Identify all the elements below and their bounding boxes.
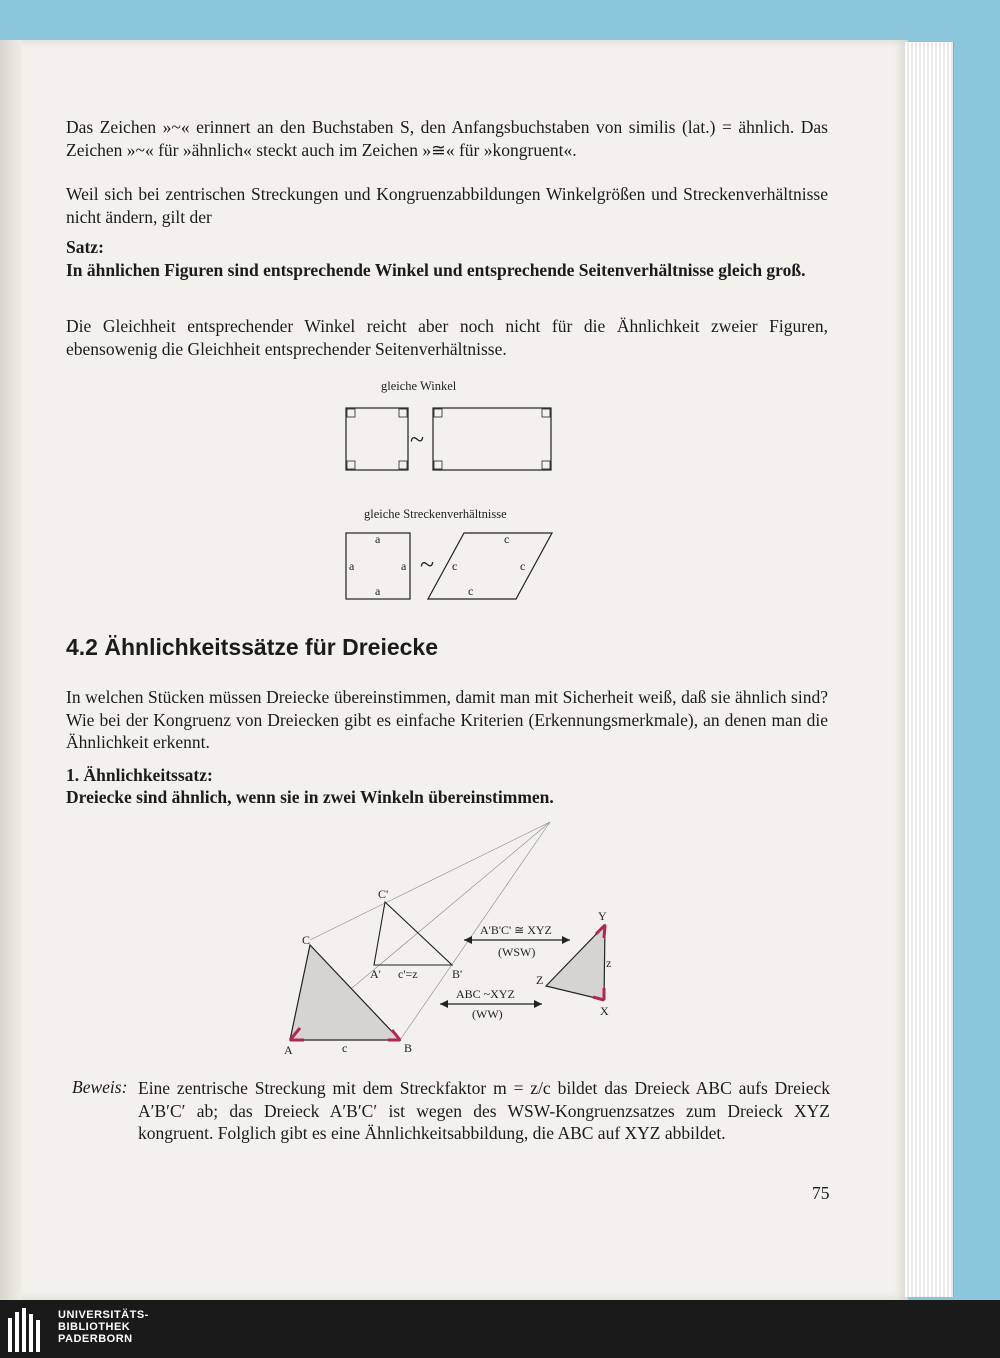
beweis-text: Eine zentrische Streckung mit dem Streckfaktor m = z/c bildet das Dreieck ABC aufs Dreieck A′B′C′ ab; das Dreieck A′B′C′ ist wegen des WSW-Kongruenzsatzes zum Dreieck XYZ kongruent. Folglich gibt es eine Ähnlichkeitsabbildung, die ABC auf XYZ abbildet.	[138, 1078, 830, 1143]
figure3-triangles	[280, 820, 640, 1060]
square-side-bottom: a	[375, 584, 381, 598]
figure1-rectangles	[340, 400, 560, 480]
library-name	[58, 1309, 149, 1345]
triangle-xyz	[546, 925, 605, 1000]
intro-paragraph: Das Zeichen »~« erinnert an den Buchstaben S, den Anfangsbuchstaben von similis (lat.) = ähnlich. Das Zeichen »~« für »ähnlich« steckt auch im Zeichen »≅« für »kongruent«.	[66, 117, 828, 160]
label-side-c-prime: c'=z	[398, 967, 418, 981]
section-heading: 4.2 Ähnlichkeitssätze für Dreiecke	[66, 634, 438, 660]
label-b: B	[404, 1041, 413, 1055]
arrow1-bottom: (WSW)	[498, 945, 536, 959]
previous-page-edge	[0, 40, 22, 1300]
right-angle-marks	[347, 409, 550, 469]
section-paragraph: In welchen Stücken müssen Dreiecke übereinstimmen, damit man mit Sicherheit weiß, daß sie ähnlich sind? Wie bei der Kongruenz von Dreiecken gibt es einfache Kriterien (Erkennungsmerkmale), an denen man die Ähnlichkeit erkennt.	[66, 687, 828, 752]
square-side-top: a	[375, 532, 381, 546]
figure2-shapes	[340, 525, 560, 605]
library-name-line3: PADERBORN	[58, 1333, 133, 1345]
label-c: C	[302, 933, 311, 947]
page-stack	[905, 42, 954, 1297]
satz1-text: Dreiecke sind ähnlich, wenn sie in zwei Winkeln übereinstimmen.	[66, 787, 554, 807]
arrow-wsw-left	[464, 936, 472, 944]
label-x: X	[600, 1004, 609, 1018]
label-a: A	[284, 1043, 293, 1057]
label-a-prime: A'	[370, 967, 381, 981]
satz-label: Satz:	[66, 237, 104, 257]
label-side-z: z	[606, 956, 612, 970]
rhombus-side-bottom: c	[468, 584, 474, 598]
arrow-ww-left	[440, 1000, 448, 1008]
rhombus-side-right: c	[520, 559, 526, 573]
square-side-left: a	[349, 559, 355, 573]
intro-paragraph-2: Weil sich bei zentrischen Streckungen und Kongruenzabbildungen Winkelgrößen und Streckenverhältnisse nicht ändern, gilt der	[66, 184, 828, 227]
label-b-prime: B'	[452, 967, 463, 981]
arrow-ww-right	[534, 1000, 542, 1008]
beweis-label: Beweis:	[72, 1077, 128, 1097]
label-y: Y	[598, 909, 607, 923]
label-c-prime: C'	[378, 887, 389, 901]
figure1-similar-sign: ~	[410, 425, 425, 454]
rhombus-side-left: c	[452, 559, 458, 573]
arrow2-top: ABC ~XYZ	[456, 987, 515, 1001]
rectangle	[433, 408, 551, 470]
figure2-caption: gleiche Streckenverhältnisse	[364, 507, 507, 521]
page-number: 75	[812, 1183, 830, 1203]
satz1-label: 1. Ähnlichkeitssatz:	[66, 765, 213, 785]
label-z: Z	[536, 973, 544, 987]
figure1-caption: gleiche Winkel	[381, 379, 457, 393]
rhombus-c	[428, 533, 552, 599]
label-side-c: c	[342, 1041, 348, 1055]
library-logo-icon	[8, 1308, 52, 1352]
arrow-wsw-right	[562, 936, 570, 944]
square-side-right: a	[401, 559, 407, 573]
arrow2-bottom: (WW)	[472, 1007, 503, 1021]
library-name-line1: UNIVERSITÄTS-	[58, 1309, 149, 1321]
triangle-abc	[290, 945, 400, 1040]
arrow1-top: A'B'C' ≅ XYZ	[480, 923, 552, 937]
library-name-line2: BIBLIOTHEK	[58, 1321, 131, 1333]
rhombus-side-top: c	[504, 532, 510, 546]
triangle-a-b-c-prime	[374, 902, 452, 965]
figure2-similar-sign: ~	[420, 550, 435, 579]
library-footer	[0, 1300, 1000, 1358]
satz-text: In ähnlichen Figuren sind entsprechende Winkel und entsprechende Seitenverhältnisse gleich groß.	[66, 260, 806, 280]
gleichheit-paragraph: Die Gleichheit entsprechender Winkel reicht aber noch nicht für die Ähnlichkeit zweier Figuren, ebensowenig die Gleichheit entsprechender Seitenverhältnisse.	[66, 316, 828, 359]
